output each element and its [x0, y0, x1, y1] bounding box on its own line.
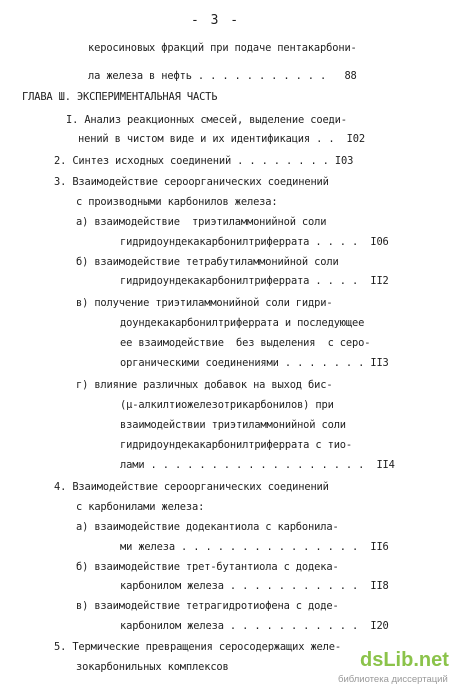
toc-line: 2. Синтез исходных соединений . . . . . . . . I03 — [54, 155, 354, 167]
toc-line: б) взаимодействие тетрабутиламмонийной соли — [76, 256, 339, 268]
toc-line: б) взаимодействие трет-бутантиола с додека- — [76, 561, 339, 573]
toc-line: органическими соединениями . . . . . . . II3 — [120, 357, 389, 369]
logo-lib: Lib — [383, 649, 414, 671]
watermark-subtitle: библиотека диссертаций — [338, 674, 448, 685]
toc-line: ГЛАВА Ш. ЭКСПЕРИМЕНТАЛЬНАЯ ЧАСТЬ — [22, 91, 218, 103]
toc-line: гидридоундекакарбонилтриферрата с тио- — [120, 439, 353, 451]
logo-net: .net — [413, 649, 449, 671]
toc-line: с производными карбонилов железа: — [76, 196, 278, 208]
watermark — [338, 648, 448, 696]
toc-line: гидридоундекакарбонилтриферрата . . . . II2 — [120, 275, 389, 287]
toc-line: в) получение триэтиламмонийной соли гидри- — [76, 297, 333, 309]
toc-line: а) взаимодействие триэтиламмонийной соли — [76, 216, 327, 228]
toc-line: лами . . . . . . . . . . . . . . . . . . II4 — [120, 459, 395, 471]
toc-line: карбонилом железа . . . . . . . . . . . I20 — [120, 620, 389, 632]
logo-ds: ds — [360, 649, 384, 671]
toc-line: 3. Взаимодействие сероорганических соединений — [54, 176, 329, 188]
toc-line: (μ-алкилтиожелезотрикарбонилов) при — [120, 399, 334, 411]
toc-line: 4. Взаимодействие сероорганических соединений — [54, 481, 329, 493]
toc-line: ми железа . . . . . . . . . . . . . . . II6 — [120, 541, 389, 553]
toc-line: ее взаимодействие без выделения с серо- — [120, 337, 371, 349]
page-number: - 3 - — [191, 13, 241, 28]
toc-line: нений в чистом виде и их идентификация . . I02 — [78, 133, 365, 145]
watermark-logo — [360, 648, 449, 672]
toc-line: с карбонилами железа: — [76, 501, 205, 513]
toc-line: зокарбонильных комплексов — [76, 661, 229, 673]
toc-line: г) влияние различных добавок на выход бис- — [76, 379, 333, 391]
toc-line: а) взаимодействие додекантиола с карбонила- — [76, 521, 339, 533]
toc-line: I. Анализ реакционных смесей, выделение соеди- — [66, 114, 347, 126]
toc-line: карбонилом железа . . . . . . . . . . . II8 — [120, 580, 389, 592]
toc-line: ла железа в нефть . . . . . . . . . . . 88 — [88, 70, 357, 82]
toc-line: гидридоундекакарбонилтриферрата . . . . I06 — [120, 236, 389, 248]
toc-line: доундекакарбонилтриферрата и последующее — [120, 317, 365, 329]
toc-line: керосиновых фракций при подаче пентакарбони- — [88, 42, 357, 54]
toc-line: взаимодействии триэтиламмонийной соли — [120, 419, 346, 431]
toc-line: 5. Термические превращения серосодержащих желе- — [54, 641, 341, 653]
toc-line: в) взаимодействие тетрагидротиофена с доде- — [76, 600, 339, 612]
